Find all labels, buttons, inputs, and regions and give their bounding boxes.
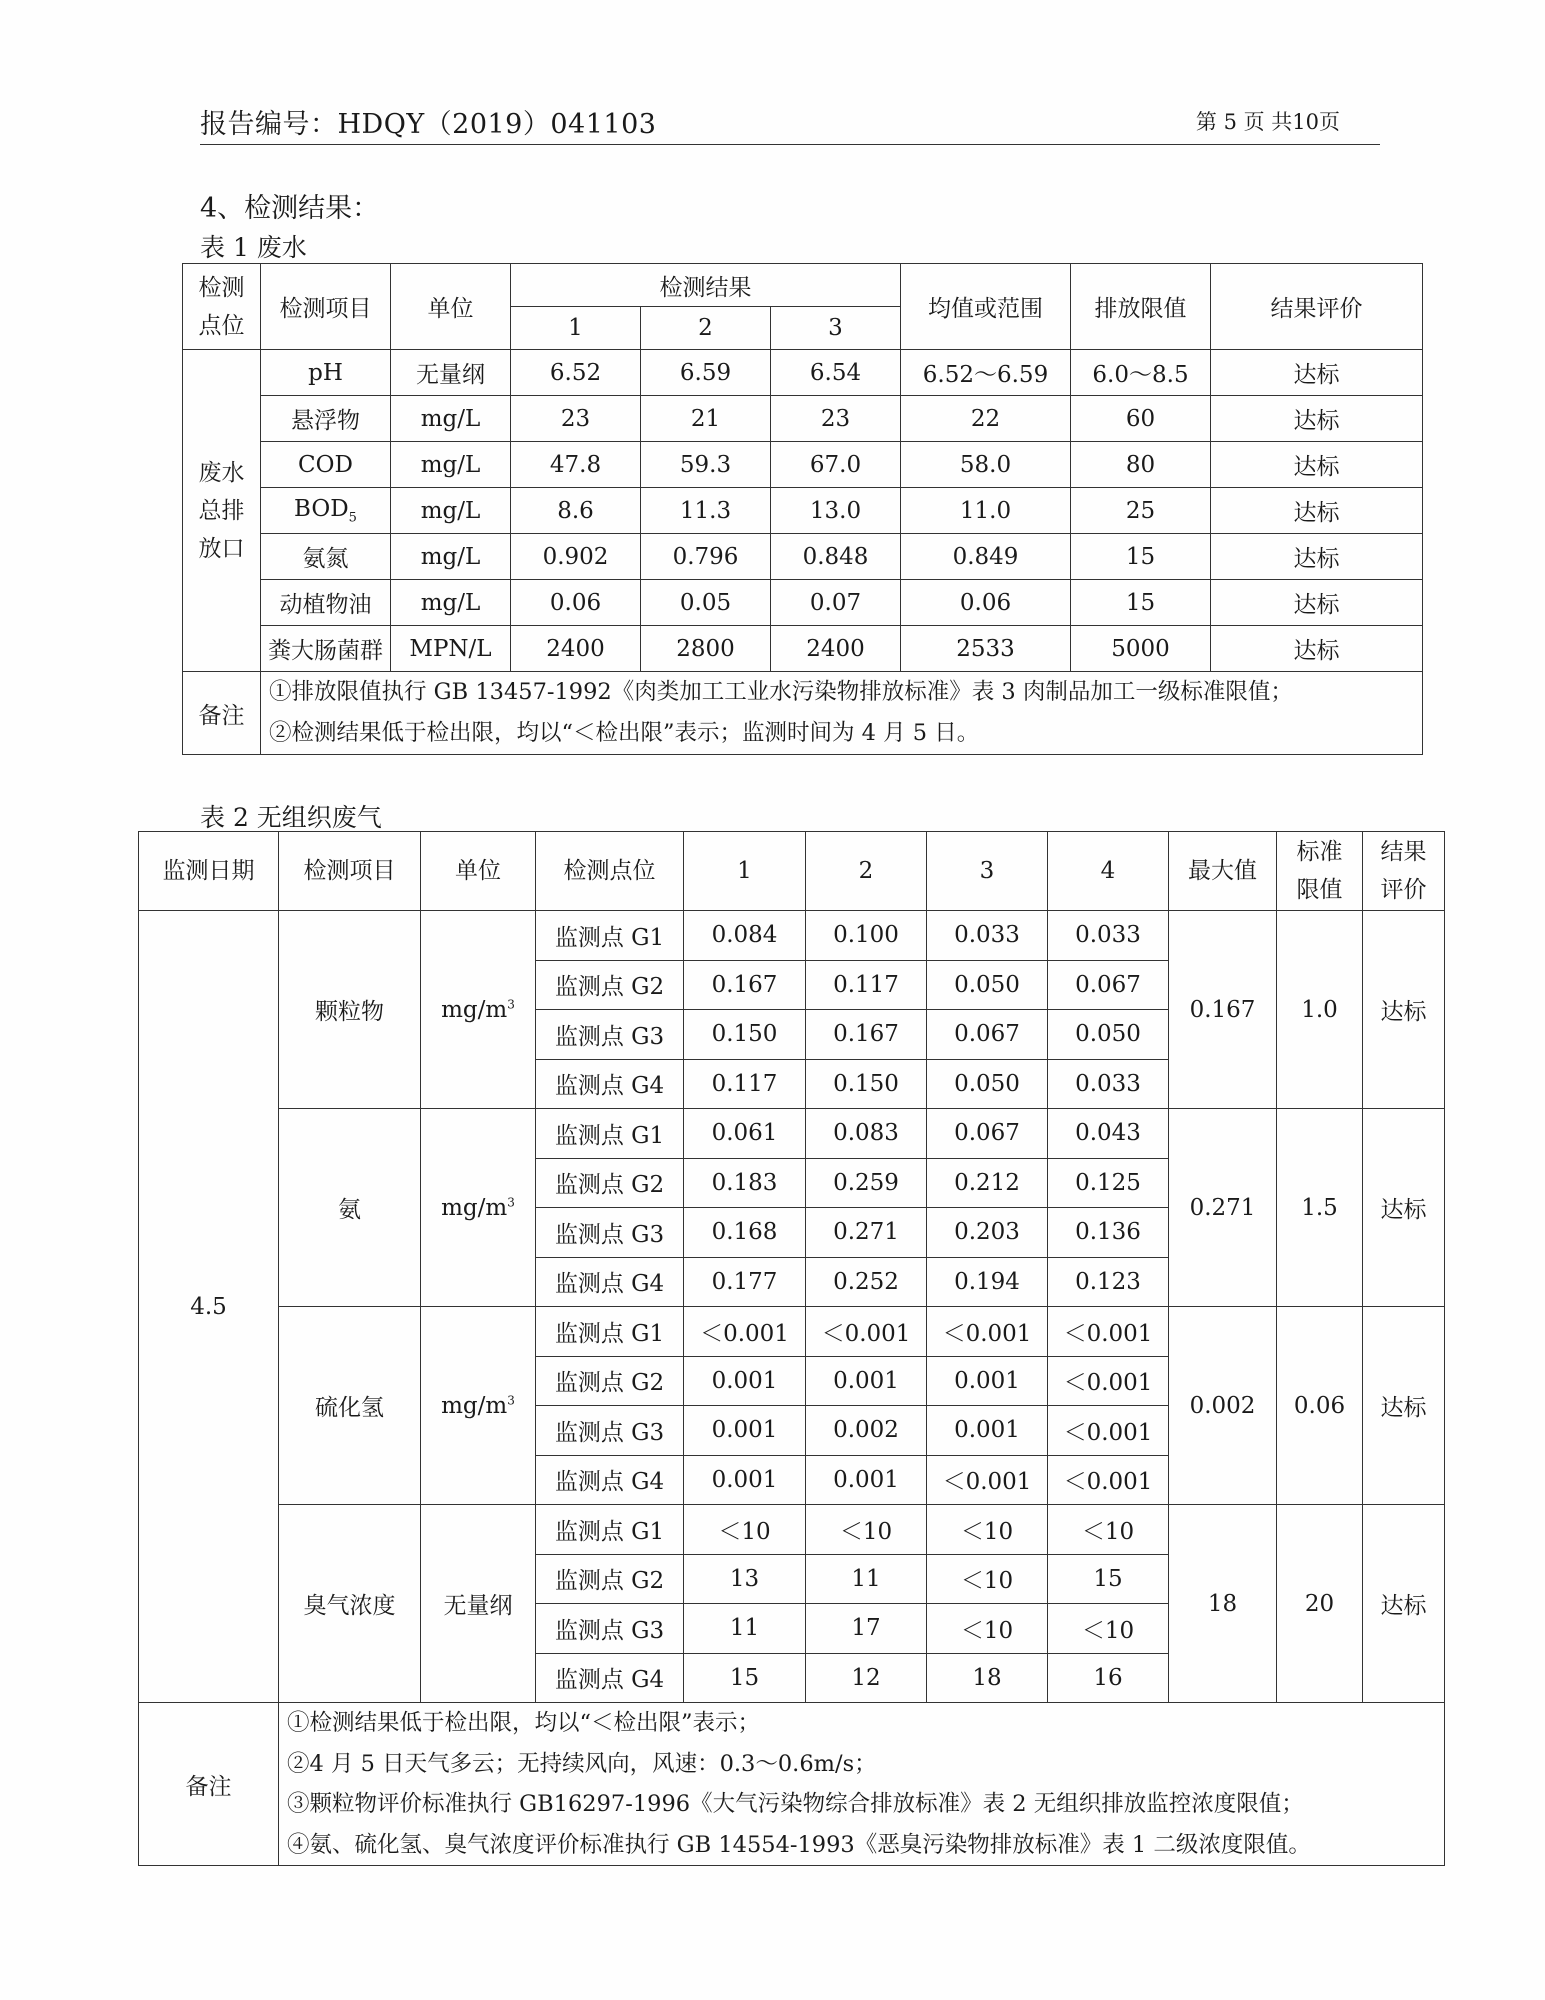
point-cell: 监测点 G2 [536, 960, 684, 1010]
note-line: ②检测结果低于检出限，均以“＜检出限”表示；监测时间为 4 月 5 日。 [269, 720, 980, 746]
header-std: 标准限值 [1277, 832, 1363, 911]
value-cell: ＜0.001 [1048, 1406, 1169, 1456]
header-unit: 单位 [391, 264, 511, 350]
mean-cell: 0.849 [901, 534, 1071, 580]
value-cell: 0.033 [1048, 1059, 1169, 1109]
v3-cell: 67.0 [771, 442, 901, 488]
v1-cell: 0.06 [511, 580, 641, 626]
limit-cell: 15 [1071, 534, 1211, 580]
limit-cell: 60 [1071, 396, 1211, 442]
header-date: 监测日期 [139, 832, 279, 911]
value-cell: ＜0.001 [1048, 1455, 1169, 1505]
header-col-3: 3 [927, 832, 1048, 911]
value-cell: 0.001 [684, 1406, 806, 1456]
item-name: 氨氮 [302, 546, 349, 572]
table-row [183, 488, 1423, 534]
note-label: 备注 [183, 672, 261, 755]
header-result-3: 3 [771, 307, 901, 350]
value-cell: 0.259 [806, 1158, 927, 1208]
table2-caption: 表 2 无组织废气 [200, 803, 382, 832]
limit-cell: 80 [1071, 442, 1211, 488]
header-limit: 排放限值 [1071, 264, 1211, 350]
value-cell: ＜10 [927, 1505, 1048, 1555]
item-cell [261, 396, 391, 442]
item-cell: 氨 [279, 1109, 421, 1307]
value-cell: ＜0.001 [1048, 1356, 1169, 1406]
point-cell: 监测点 G1 [536, 1505, 684, 1555]
point-cell: 监测点 G1 [536, 1109, 684, 1159]
value-cell: ＜10 [927, 1604, 1048, 1654]
eval-cell: 达标 [1211, 396, 1423, 442]
v1-cell: 8.6 [511, 488, 641, 534]
item-cell [261, 350, 391, 396]
value-cell: 0.203 [927, 1208, 1048, 1258]
unit-superscript: 3 [507, 1392, 515, 1407]
item-name: 悬浮物 [291, 408, 360, 434]
value-cell: 0.252 [806, 1257, 927, 1307]
point-cell: 监测点 G3 [536, 1406, 684, 1456]
item-cell [261, 442, 391, 488]
header-col-2: 2 [806, 832, 927, 911]
value-cell: 0.271 [806, 1208, 927, 1258]
value-cell: 0.123 [1048, 1257, 1169, 1307]
unit-cell: 无量纲 [391, 350, 511, 396]
value-cell: 11 [684, 1604, 806, 1654]
v2-cell: 6.59 [641, 350, 771, 396]
header-item: 检测项目 [261, 264, 391, 350]
mean-cell: 11.0 [901, 488, 1071, 534]
unit-superscript: 3 [507, 1194, 515, 1209]
value-cell: 0.033 [927, 911, 1048, 961]
table-row [139, 1307, 1445, 1357]
value-cell: 0.177 [684, 1257, 806, 1307]
value-cell: 0.117 [684, 1059, 806, 1109]
point-cell: 监测点 G3 [536, 1010, 684, 1060]
eval-cell: 达标 [1211, 580, 1423, 626]
header-col-1: 1 [684, 832, 806, 911]
notes-row [139, 1703, 1445, 1866]
value-cell: ＜0.001 [927, 1455, 1048, 1505]
value-cell: 0.100 [806, 911, 927, 961]
value-cell: 15 [684, 1653, 806, 1703]
note-cell [279, 1703, 1445, 1866]
eval-cell: 达标 [1363, 1505, 1445, 1703]
item-subscript: 5 [348, 510, 357, 526]
table-row [183, 580, 1423, 626]
unit-cell: mg/L [391, 580, 511, 626]
header-eval: 结果评价 [1363, 832, 1445, 911]
value-cell: 0.033 [1048, 911, 1169, 961]
value-cell: 0.067 [927, 1010, 1048, 1060]
value-cell: 0.001 [927, 1406, 1048, 1456]
value-cell: 0.061 [684, 1109, 806, 1159]
report-number: 报告编号：HDQY（2019）041103 [200, 109, 657, 140]
date-cell: 4.5 [139, 911, 279, 1703]
v2-cell: 0.05 [641, 580, 771, 626]
table-row [139, 911, 1445, 961]
value-cell: 0.084 [684, 911, 806, 961]
unit-cell: MPN/L [391, 626, 511, 672]
value-cell: ＜0.001 [684, 1307, 806, 1357]
value-cell: 0.083 [806, 1109, 927, 1159]
v2-cell: 59.3 [641, 442, 771, 488]
section-title: 4、检测结果： [200, 193, 380, 224]
unit-cell [421, 1307, 536, 1505]
value-cell: 0.001 [806, 1356, 927, 1406]
eval-cell: 达标 [1363, 911, 1445, 1109]
value-cell: 15 [1048, 1554, 1169, 1604]
table-row [139, 1109, 1445, 1159]
value-cell: ＜10 [1048, 1604, 1169, 1654]
v3-cell: 6.54 [771, 350, 901, 396]
v3-cell: 13.0 [771, 488, 901, 534]
v1-cell: 2400 [511, 626, 641, 672]
value-cell: 18 [927, 1653, 1048, 1703]
value-cell: 0.067 [927, 1109, 1048, 1159]
point-cell: 监测点 G2 [536, 1554, 684, 1604]
eval-cell: 达标 [1211, 626, 1423, 672]
eval-cell: 达标 [1363, 1109, 1445, 1307]
table1-caption: 表 1 废水 [200, 233, 307, 262]
unit-text: 无量纲 [443, 1593, 513, 1619]
value-cell: 0.002 [806, 1406, 927, 1456]
item-cell: 硫化氢 [279, 1307, 421, 1505]
limit-cell: 15 [1071, 580, 1211, 626]
v3-cell: 23 [771, 396, 901, 442]
item-name: 粪大肠菌群 [268, 638, 383, 664]
value-cell: 0.001 [684, 1455, 806, 1505]
std-cell: 1.5 [1277, 1109, 1363, 1307]
note-label: 备注 [139, 1703, 279, 1866]
value-cell: ＜10 [1048, 1505, 1169, 1555]
point-cell: 监测点 G1 [536, 1307, 684, 1357]
item-cell [261, 534, 391, 580]
value-cell: 0.117 [806, 960, 927, 1010]
point-cell: 监测点 G4 [536, 1455, 684, 1505]
value-cell: 16 [1048, 1653, 1169, 1703]
item-name: 动植物油 [279, 592, 372, 618]
unit-cell: mg/L [391, 396, 511, 442]
header-point: 检测点位 [536, 832, 684, 911]
note-line: ②4 月 5 日天气多云；无持续风向，风速：0.3～0.6m/s； [287, 1750, 877, 1777]
value-cell: ＜0.001 [806, 1307, 927, 1357]
std-cell: 20 [1277, 1505, 1363, 1703]
value-cell: 0.001 [806, 1455, 927, 1505]
max-cell: 0.002 [1169, 1307, 1277, 1505]
note-line: ①排放限值执行 GB 13457-1992《肉类加工工业水污染物排放标准》表 3 肉制品加工一级标准限值； [269, 679, 1293, 705]
page-number: 第 5 页 共10页 [1195, 110, 1340, 134]
v2-cell: 21 [641, 396, 771, 442]
unit-text: mg/m [441, 1392, 508, 1419]
value-cell: ＜10 [927, 1554, 1048, 1604]
eval-cell: 达标 [1363, 1307, 1445, 1505]
header-result-2: 2 [641, 307, 771, 350]
value-cell: 0.150 [684, 1010, 806, 1060]
limit-cell: 5000 [1071, 626, 1211, 672]
table-row [183, 442, 1423, 488]
mean-cell: 58.0 [901, 442, 1071, 488]
mean-cell: 6.52～6.59 [901, 350, 1071, 396]
value-cell: 0.001 [684, 1356, 806, 1406]
page-header [200, 102, 1380, 142]
value-cell: 0.150 [806, 1059, 927, 1109]
unit-text: mg/m [441, 1194, 508, 1221]
mean-cell: 2533 [901, 626, 1071, 672]
note-cell [261, 672, 1423, 755]
eval-cell: 达标 [1211, 350, 1423, 396]
header-point: 检测点位 [183, 264, 261, 350]
unit-text: mg/m [441, 996, 508, 1023]
mean-cell: 0.06 [901, 580, 1071, 626]
note-line: ④氨、硫化氢、臭气浓度评价标准执行 GB 14554-1993《恶臭污染物排放标准》表 1 二级浓度限值。 [287, 1831, 1311, 1858]
value-cell: 0.050 [927, 960, 1048, 1010]
unit-cell [421, 1505, 536, 1703]
std-cell: 1.0 [1277, 911, 1363, 1109]
note-line: ①检测结果低于检出限，均以“＜检出限”表示； [287, 1710, 761, 1736]
value-cell: 0.067 [1048, 960, 1169, 1010]
limit-cell: 25 [1071, 488, 1211, 534]
header-eval: 结果评价 [1211, 264, 1423, 350]
header-results: 检测结果 [511, 264, 901, 307]
v1-cell: 23 [511, 396, 641, 442]
max-cell: 0.271 [1169, 1109, 1277, 1307]
unit-cell: mg/L [391, 442, 511, 488]
value-cell: ＜0.001 [1048, 1307, 1169, 1357]
unit-cell: mg/L [391, 534, 511, 580]
table-row [183, 534, 1423, 580]
v1-cell: 47.8 [511, 442, 641, 488]
value-cell: 0.167 [806, 1010, 927, 1060]
value-cell: 13 [684, 1554, 806, 1604]
notes-row [183, 672, 1423, 755]
v3-cell: 2400 [771, 626, 901, 672]
value-cell: 0.043 [1048, 1109, 1169, 1159]
value-cell: 0.194 [927, 1257, 1048, 1307]
value-cell: ＜10 [684, 1505, 806, 1555]
item-cell [261, 580, 391, 626]
value-cell: 0.050 [927, 1059, 1048, 1109]
item-cell: 颗粒物 [279, 911, 421, 1109]
v3-cell: 0.848 [771, 534, 901, 580]
header-divider [200, 144, 1380, 145]
max-cell: 0.167 [1169, 911, 1277, 1109]
unit-superscript: 3 [507, 996, 515, 1011]
value-cell: 11 [806, 1554, 927, 1604]
header-item: 检测项目 [279, 832, 421, 911]
v2-cell: 2800 [641, 626, 771, 672]
header-col-4: 4 [1048, 832, 1169, 911]
point-cell: 监测点 G3 [536, 1604, 684, 1654]
table-row [139, 1505, 1445, 1555]
max-cell: 18 [1169, 1505, 1277, 1703]
table-row [183, 350, 1423, 396]
point-cell: 监测点 G3 [536, 1208, 684, 1258]
header-unit: 单位 [421, 832, 536, 911]
location-cell: 废水总排放口 [183, 350, 261, 672]
value-cell: 17 [806, 1604, 927, 1654]
value-cell: 0.168 [684, 1208, 806, 1258]
value-cell: 0.167 [684, 960, 806, 1010]
header-max: 最大值 [1169, 832, 1277, 911]
mean-cell: 22 [901, 396, 1071, 442]
item-cell [261, 488, 391, 534]
eval-cell: 达标 [1211, 442, 1423, 488]
header-result-1: 1 [511, 307, 641, 350]
value-cell: 0.125 [1048, 1158, 1169, 1208]
unit-cell [421, 911, 536, 1109]
value-cell: 0.136 [1048, 1208, 1169, 1258]
point-cell: 监测点 G2 [536, 1356, 684, 1406]
header-mean: 均值或范围 [901, 264, 1071, 350]
fugitive-gas-table [138, 831, 1445, 1866]
eval-cell: 达标 [1211, 534, 1423, 580]
item-name: COD [298, 451, 353, 478]
v1-cell: 6.52 [511, 350, 641, 396]
value-cell: ＜0.001 [927, 1307, 1048, 1357]
table-row [183, 626, 1423, 672]
value-cell: 0.050 [1048, 1010, 1169, 1060]
v2-cell: 0.796 [641, 534, 771, 580]
v3-cell: 0.07 [771, 580, 901, 626]
item-name: pH [308, 359, 343, 386]
point-cell: 监测点 G2 [536, 1158, 684, 1208]
table-row [183, 396, 1423, 442]
point-cell: 监测点 G4 [536, 1059, 684, 1109]
limit-cell: 6.0～8.5 [1071, 350, 1211, 396]
value-cell: 0.212 [927, 1158, 1048, 1208]
v1-cell: 0.902 [511, 534, 641, 580]
std-cell: 0.06 [1277, 1307, 1363, 1505]
point-cell: 监测点 G4 [536, 1257, 684, 1307]
item-name: BOD [294, 495, 349, 522]
v2-cell: 11.3 [641, 488, 771, 534]
wastewater-table [182, 263, 1423, 755]
eval-cell: 达标 [1211, 488, 1423, 534]
value-cell: 0.183 [684, 1158, 806, 1208]
unit-cell [421, 1109, 536, 1307]
unit-cell: mg/L [391, 488, 511, 534]
value-cell: ＜10 [806, 1505, 927, 1555]
item-cell: 臭气浓度 [279, 1505, 421, 1703]
value-cell: 0.001 [927, 1356, 1048, 1406]
note-line: ③颗粒物评价标准执行 GB16297-1996《大气污染物综合排放标准》表 2 无组织排放监控浓度限值； [287, 1791, 1304, 1817]
item-cell [261, 626, 391, 672]
value-cell: 12 [806, 1653, 927, 1703]
point-cell: 监测点 G1 [536, 911, 684, 961]
point-cell: 监测点 G4 [536, 1653, 684, 1703]
